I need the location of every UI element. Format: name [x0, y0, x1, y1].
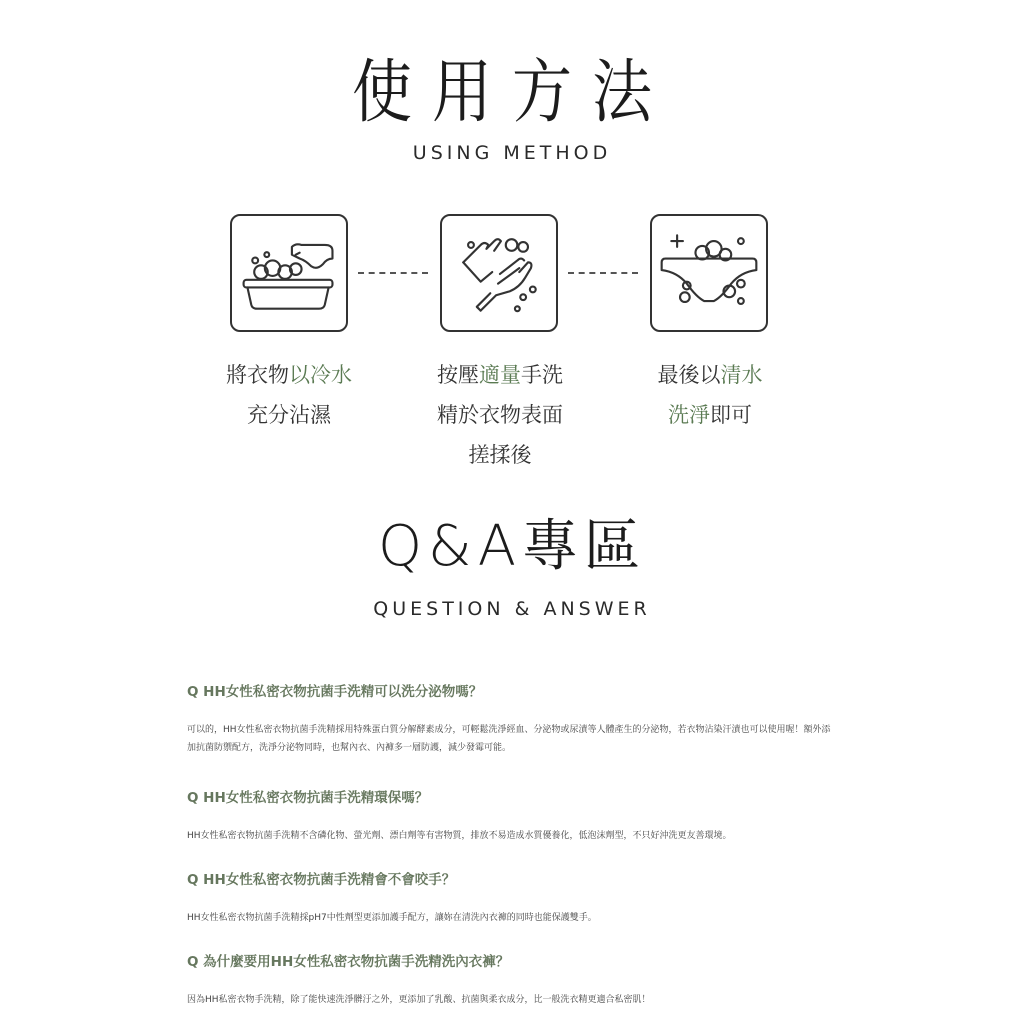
qa-question: Q HH女性私密衣物抗菌手洗精環保嗎？: [187, 790, 429, 806]
step-text-line: [600, 355, 820, 395]
qa-title: Q&A專區: [377, 514, 647, 579]
method-subtitle: USING METHOD: [412, 142, 612, 164]
step-plain-text: 將衣物: [226, 363, 289, 387]
basin-soak-icon: [232, 216, 346, 330]
step-plain-text: 精於衣物表面: [437, 403, 563, 427]
step-3-icon-box: [650, 214, 768, 332]
step-plain-text: 手洗: [521, 363, 563, 387]
step-highlight-text: 適量: [479, 363, 521, 387]
qa-answer: 可以的，HH女性私密衣物抗菌手洗精採用特殊蛋白質分解酵素成分，可輕鬆洗淨經血、分泌物或尿漬等人體產生的分泌物，若衣物沾染汗漬也可以使用喔！額外添加抗菌防禦配方，洗淨分泌物同時，也幫內衣、內褲多一層防護，減少發霉可能。: [187, 725, 831, 753]
step-text-line: [390, 355, 610, 395]
hand-wash-icon: [442, 216, 556, 330]
qa-question: Q HH女性私密衣物抗菌手洗精會不會咬手？: [187, 872, 456, 888]
qa-list: [187, 683, 837, 1009]
step-3-text: [600, 355, 820, 435]
qa-answer: 因為HH私密衣物手洗精，除了能快速洗淨髒汙之外，更添加了乳酸、抗菌與柔衣成分，比一般洗衣精更適合私密肌！: [187, 995, 651, 1005]
step-2-text: [390, 355, 610, 475]
step-plain-text: 最後以: [657, 363, 721, 387]
qa-answer: HH女性私密衣物抗菌手洗精採pH7中性劑型更添加護手配方，讓妳在清洗內衣褲的同時也能保護雙手。: [187, 913, 597, 923]
step-text-line: [390, 395, 610, 435]
step-plain-text: 即可: [710, 403, 752, 427]
qa-item: [187, 953, 837, 1009]
qa-item: [187, 683, 837, 757]
step-divider-1: [358, 272, 428, 274]
step-divider-2: [568, 272, 638, 274]
qa-answer: HH女性私密衣物抗菌手洗精不含磷化物、螢光劑、漂白劑等有害物質，排放不易造成水質優養化，低泡沫劑型，不只好沖洗更友善環境。: [187, 831, 732, 841]
qa-question: Q HH女性私密衣物抗菌手洗精可以洗分泌物嗎？: [187, 684, 483, 700]
step-plain-text: 充分沾濕: [247, 403, 331, 427]
step-text-line: [179, 395, 399, 435]
step-highlight-text: 清水: [720, 363, 763, 387]
step-highlight-text: 以冷水: [289, 363, 352, 387]
qa-item: [187, 871, 837, 927]
clean-underwear-icon: [652, 216, 766, 330]
step-text-line: [179, 355, 399, 395]
step-plain-text: 搓揉後: [468, 443, 532, 467]
method-title: 使用方法: [352, 52, 672, 133]
qa-item: [187, 789, 837, 845]
qa-question: Q 為什麼要用HH女性私密衣物抗菌手洗精洗內衣褲？: [187, 954, 510, 970]
step-2-icon-box: [440, 214, 558, 332]
step-text-line: [390, 435, 610, 475]
step-1-icon-box: [230, 214, 348, 332]
step-text-line: [600, 395, 820, 435]
step-highlight-text: 洗淨: [668, 403, 710, 427]
step-1-text: [179, 355, 399, 435]
qa-subtitle: QUESTION & ANSWER: [373, 598, 651, 620]
step-plain-text: 按壓: [437, 363, 479, 387]
